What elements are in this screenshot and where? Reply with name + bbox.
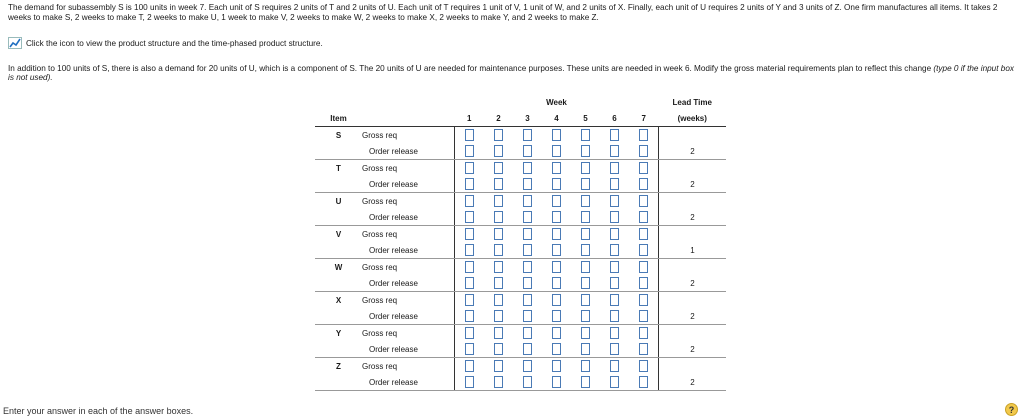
answer-box-t-release-week-6[interactable]	[610, 178, 619, 190]
answer-box-u-gross-week-4[interactable]	[552, 195, 561, 207]
answer-box-x-release-week-6[interactable]	[610, 310, 619, 322]
answer-box-u-gross-week-1[interactable]	[465, 195, 474, 207]
week-number-5: 5	[571, 110, 600, 127]
lead-time-y: 2	[659, 341, 727, 358]
answer-box-u-release-week-1[interactable]	[465, 211, 474, 223]
answer-box-t-release-week-3[interactable]	[523, 178, 532, 190]
order-release-label: Order release	[362, 341, 448, 358]
answer-box-v-gross-week-6[interactable]	[610, 228, 619, 240]
answer-box-w-release-week-5[interactable]	[581, 277, 590, 289]
answer-box-w-release-week-3[interactable]	[523, 277, 532, 289]
answer-box-s-release-week-4[interactable]	[552, 145, 561, 157]
answer-box-y-gross-week-1[interactable]	[465, 327, 474, 339]
answer-box-z-gross-week-1[interactable]	[465, 360, 474, 372]
answer-box-t-gross-week-4[interactable]	[552, 162, 561, 174]
answer-box-x-gross-week-4[interactable]	[552, 294, 561, 306]
answer-box-x-gross-week-3[interactable]	[523, 294, 532, 306]
answer-box-z-gross-week-5[interactable]	[581, 360, 590, 372]
answer-box-z-gross-week-4[interactable]	[552, 360, 561, 372]
item-v: V	[335, 229, 342, 239]
answer-box-u-release-week-4[interactable]	[552, 211, 561, 223]
problem-statement: The demand for subassembly S is 100 units in week 7. Each unit of S requires 2 units of T and 2 units of U. Each unit of T requires 1 unit of V, 1 unit of W, and 2 units of X. Finally, each unit of U requires 2 units of Y and 3 units of Z. One firm manufactures all items. It takes 2 weeks to make S, 2 weeks to make T, 2 weeks to make U, 1 week to make V, 2 weeks to make W, 2 weeks to make X, 2 weeks to make Y, and 2 weeks to make Z.	[8, 3, 998, 22]
answer-box-z-release-week-2[interactable]	[494, 376, 503, 388]
answer-box-v-gross-week-4[interactable]	[552, 228, 561, 240]
answer-box-x-release-week-7[interactable]	[639, 310, 648, 322]
answer-box-y-gross-week-7[interactable]	[639, 327, 648, 339]
answer-box-x-release-week-5[interactable]	[581, 310, 590, 322]
answer-box-z-release-week-4[interactable]	[552, 376, 561, 388]
answer-box-z-gross-week-2[interactable]	[494, 360, 503, 372]
week-number-7: 7	[629, 110, 659, 127]
product-structure-link[interactable]	[8, 37, 323, 49]
item-y: Y	[335, 328, 342, 338]
answer-box-z-release-week-7[interactable]	[639, 376, 648, 388]
order-release-label: Order release	[362, 242, 448, 259]
item-x: X	[335, 295, 342, 305]
answer-box-z-release-week-6[interactable]	[610, 376, 619, 388]
answer-box-t-gross-week-5[interactable]	[581, 162, 590, 174]
answer-box-s-release-week-1[interactable]	[465, 145, 474, 157]
answer-box-s-gross-week-3[interactable]	[523, 129, 532, 141]
answer-box-z-gross-week-7[interactable]	[639, 360, 648, 372]
answer-box-w-release-week-2[interactable]	[494, 277, 503, 289]
answer-box-x-release-week-4[interactable]	[552, 310, 561, 322]
item-w: W	[334, 262, 343, 272]
answer-box-y-gross-week-6[interactable]	[610, 327, 619, 339]
lead-time-w: 2	[659, 275, 727, 292]
answer-box-t-release-week-5[interactable]	[581, 178, 590, 190]
answer-box-w-gross-week-3[interactable]	[523, 261, 532, 273]
answer-box-z-gross-week-3[interactable]	[523, 360, 532, 372]
addition-text: In addition to 100 units of S, there is also a demand for 20 units of U, which is a component of S. The 20 units of U are needed for maintenance purposes. These units are needed in week 6. Modify the gross material requirements plan to reflect this change	[8, 64, 934, 73]
answer-box-w-release-week-1[interactable]	[465, 277, 474, 289]
answer-box-t-release-week-4[interactable]	[552, 178, 561, 190]
answer-box-v-gross-week-2[interactable]	[494, 228, 503, 240]
answer-box-v-release-week-5[interactable]	[581, 244, 590, 256]
answer-box-t-gross-week-7[interactable]	[639, 162, 648, 174]
answer-box-v-release-week-2[interactable]	[494, 244, 503, 256]
gross-req-label: Gross req	[362, 163, 398, 173]
answer-box-w-gross-week-4[interactable]	[552, 261, 561, 273]
footer-instruction: Enter your answer in each of the answer boxes.	[3, 406, 194, 416]
answer-box-u-gross-week-3[interactable]	[523, 195, 532, 207]
week-header: Week	[546, 97, 567, 107]
answer-box-u-gross-week-5[interactable]	[581, 195, 590, 207]
answer-box-y-gross-week-2[interactable]	[494, 327, 503, 339]
answer-box-v-gross-week-7[interactable]	[639, 228, 648, 240]
answer-box-z-release-week-1[interactable]	[465, 376, 474, 388]
answer-box-v-release-week-6[interactable]	[610, 244, 619, 256]
answer-box-w-gross-week-6[interactable]	[610, 261, 619, 273]
mrp-table	[315, 94, 726, 391]
answer-box-u-gross-week-2[interactable]	[494, 195, 503, 207]
answer-box-x-gross-week-1[interactable]	[465, 294, 474, 306]
answer-box-w-release-week-6[interactable]	[610, 277, 619, 289]
lead-time-u: 2	[659, 209, 727, 226]
answer-box-y-release-week-4[interactable]	[552, 343, 561, 355]
answer-box-z-gross-week-6[interactable]	[610, 360, 619, 372]
week-number-2: 2	[484, 110, 513, 127]
gross-req-label: Gross req	[362, 328, 398, 338]
gross-req-label: Gross req	[362, 295, 398, 305]
addition-hint: (type 0 if the input box is not used).	[8, 64, 1014, 82]
answer-box-u-gross-week-6[interactable]	[610, 195, 619, 207]
answer-box-y-gross-week-5[interactable]	[581, 327, 590, 339]
answer-box-w-gross-week-5[interactable]	[581, 261, 590, 273]
answer-box-v-gross-week-3[interactable]	[523, 228, 532, 240]
lead-time-header: Lead Time	[672, 97, 712, 107]
answer-box-t-release-week-1[interactable]	[465, 178, 474, 190]
answer-box-s-release-week-6[interactable]	[610, 145, 619, 157]
lead-time-v: 1	[659, 242, 727, 259]
help-button[interactable]: ?	[1005, 403, 1018, 416]
product-structure-link-text: Click the icon to view the product structure and the time-phased product structure.	[26, 38, 323, 48]
answer-box-y-release-week-6[interactable]	[610, 343, 619, 355]
answer-box-w-release-week-7[interactable]	[639, 277, 648, 289]
answer-box-w-release-week-4[interactable]	[552, 277, 561, 289]
answer-box-v-release-week-3[interactable]	[523, 244, 532, 256]
answer-box-u-release-week-7[interactable]	[639, 211, 648, 223]
answer-box-s-release-week-3[interactable]	[523, 145, 532, 157]
order-release-label: Order release	[362, 308, 448, 325]
answer-box-s-release-week-2[interactable]	[494, 145, 503, 157]
answer-box-u-release-week-2[interactable]	[494, 211, 503, 223]
gross-req-label: Gross req	[362, 130, 398, 140]
week-number-3: 3	[513, 110, 542, 127]
lead-time-z: 2	[659, 374, 727, 391]
gross-req-label: Gross req	[362, 361, 398, 371]
answer-box-s-gross-week-5[interactable]	[581, 129, 590, 141]
lead-time-t: 2	[659, 176, 727, 193]
answer-box-t-release-week-2[interactable]	[494, 178, 503, 190]
answer-box-y-gross-week-3[interactable]	[523, 327, 532, 339]
lead-time-s: 2	[659, 143, 727, 160]
answer-box-s-gross-week-7[interactable]	[639, 129, 648, 141]
answer-box-y-release-week-7[interactable]	[639, 343, 648, 355]
answer-box-s-release-week-7[interactable]	[639, 145, 648, 157]
answer-box-t-gross-week-2[interactable]	[494, 162, 503, 174]
item-z: Z	[336, 361, 341, 371]
answer-box-s-gross-week-1[interactable]	[465, 129, 474, 141]
order-release-label: Order release	[362, 374, 448, 391]
answer-box-t-release-week-7[interactable]	[639, 178, 648, 190]
answer-box-x-gross-week-6[interactable]	[610, 294, 619, 306]
answer-box-y-release-week-1[interactable]	[465, 343, 474, 355]
item-u: U	[335, 196, 342, 206]
answer-box-x-release-week-2[interactable]	[494, 310, 503, 322]
answer-box-w-gross-week-1[interactable]	[465, 261, 474, 273]
gross-req-label: Gross req	[362, 229, 398, 239]
order-release-label: Order release	[362, 275, 448, 292]
answer-box-u-gross-week-7[interactable]	[639, 195, 648, 207]
answer-box-z-release-week-5[interactable]	[581, 376, 590, 388]
answer-box-x-release-week-1[interactable]	[465, 310, 474, 322]
answer-box-v-gross-week-1[interactable]	[465, 228, 474, 240]
answer-box-s-gross-week-6[interactable]	[610, 129, 619, 141]
answer-box-y-release-week-3[interactable]	[523, 343, 532, 355]
answer-box-u-release-week-3[interactable]	[523, 211, 532, 223]
answer-box-s-release-week-5[interactable]	[581, 145, 590, 157]
answer-box-y-gross-week-4[interactable]	[552, 327, 561, 339]
week-number-1: 1	[455, 110, 485, 127]
order-release-label: Order release	[362, 143, 448, 160]
answer-box-x-gross-week-7[interactable]	[639, 294, 648, 306]
answer-box-y-release-week-2[interactable]	[494, 343, 503, 355]
addition-statement	[8, 64, 1018, 82]
gross-req-label: Gross req	[362, 262, 398, 272]
answer-box-z-release-week-3[interactable]	[523, 376, 532, 388]
answer-box-t-gross-week-6[interactable]	[610, 162, 619, 174]
week-number-6: 6	[600, 110, 629, 127]
answer-box-y-release-week-5[interactable]	[581, 343, 590, 355]
answer-box-x-gross-week-5[interactable]	[581, 294, 590, 306]
lead-time-x: 2	[659, 308, 727, 325]
answer-box-v-release-week-7[interactable]	[639, 244, 648, 256]
answer-box-u-release-week-5[interactable]	[581, 211, 590, 223]
answer-box-w-gross-week-7[interactable]	[639, 261, 648, 273]
order-release-label: Order release	[362, 209, 448, 226]
answer-box-v-release-week-4[interactable]	[552, 244, 561, 256]
week-number-4: 4	[542, 110, 571, 127]
answer-box-v-gross-week-5[interactable]	[581, 228, 590, 240]
answer-box-u-release-week-6[interactable]	[610, 211, 619, 223]
answer-box-s-gross-week-2[interactable]	[494, 129, 503, 141]
answer-box-s-gross-week-4[interactable]	[552, 129, 561, 141]
lead-time-units-header: (weeks)	[659, 110, 727, 127]
answer-box-x-gross-week-2[interactable]	[494, 294, 503, 306]
order-release-label: Order release	[362, 176, 448, 193]
item-t: T	[336, 163, 341, 173]
item-s: S	[335, 130, 342, 140]
answer-box-v-release-week-1[interactable]	[465, 244, 474, 256]
answer-box-x-release-week-3[interactable]	[523, 310, 532, 322]
item-header: Item	[315, 110, 362, 127]
answer-box-t-gross-week-1[interactable]	[465, 162, 474, 174]
answer-box-t-gross-week-3[interactable]	[523, 162, 532, 174]
answer-box-w-gross-week-2[interactable]	[494, 261, 503, 273]
gross-req-label: Gross req	[362, 196, 398, 206]
line-chart-icon[interactable]	[8, 37, 22, 49]
